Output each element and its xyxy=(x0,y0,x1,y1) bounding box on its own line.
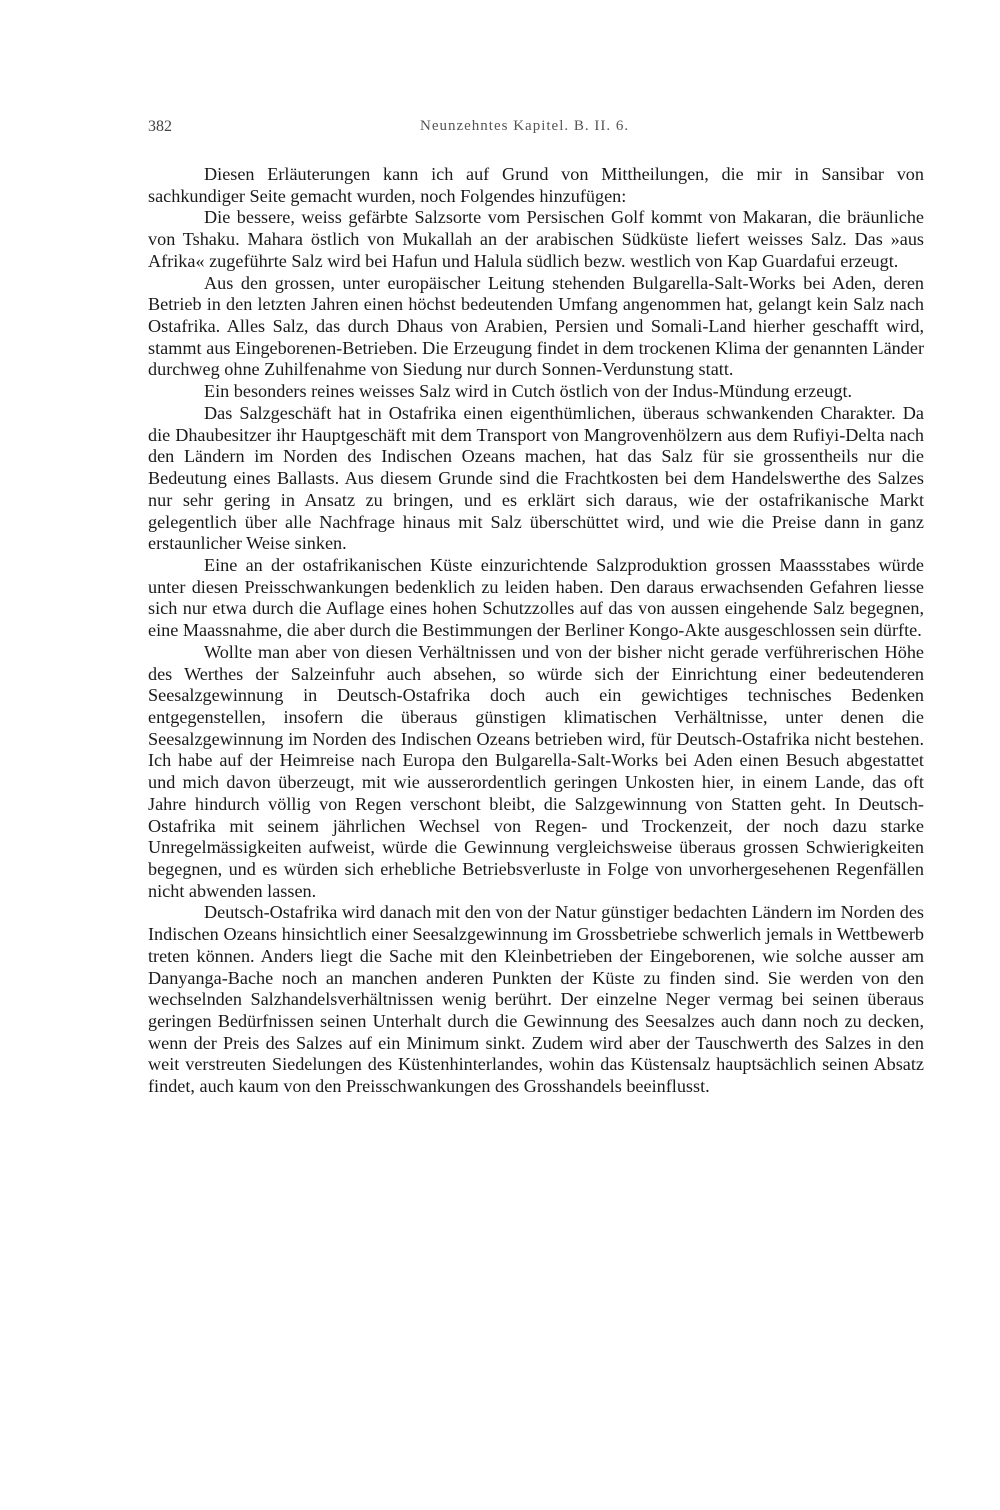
paragraph: Die bessere, weiss gefärbte Salzsorte vom Persischen Golf kommt von Makaran, die bräunliche von Tshaku. Mahara östlich von Mukallah an der arabischen Südküste liefert weisses Salz. Das »aus Afrika« zugeführte Salz wird bei Hafun und Halula südlich bezw. westlich von Kap Guardafui erzeugt. xyxy=(148,207,924,271)
running-head xyxy=(148,118,924,144)
paragraph: Das Salzgeschäft hat in Ostafrika einen eigenthümlichen, überaus schwankenden Charakter. Da die Dhaubesitzer ihr Hauptgeschäft mit dem Transport von Mangrovenhölzern aus dem Rufiyi-Delta nach den Ländern im Norden des Indischen Ozeans machen, hat das Salz für sie grossentheils nur die Bedeutung eines Ballasts. Aus diesem Grunde sind die Frachtkosten bei dem Handelswerthe des Salzes nur sehr gering in Ansatz zu bringen, und es erklärt sich daraus, wie der ostafrikanische Markt gelegentlich über alle Nachfrage hinaus mit Salz überschüttet wird, und wie die Preise dann in ganz erstaunlicher Weise sinken. xyxy=(148,402,924,554)
paragraph: Wollte man aber von diesen Verhältnissen und von der bisher nicht gerade verführerischen Höhe des Werthes der Salzeinfuhr auch absehen, so würde sich der Einrichtung einer bedeutenderen Seesalzgewinnung in Deutsch-Ostafrika doch auch ein gewichtiges technisches Bedenken entgegenstellen, insofern die überaus günstigen klimatischen Verhältnisse, unter denen die Seesalzgewinnung im Norden des Indischen Ozeans betrieben wird, für Deutsch-Ostafrika nicht bestehen. Ich habe auf der Heimreise nach Europa den Bulgarella-Salt-Works bei Aden einen Besuch abgestattet und mich davon überzeugt, mit wie ausserordentlich geringen Unkosten hier, in einem Lande, das oft Jahre hindurch völlig von Regen verschont bleibt, die Salzgewinnung von Statten geht. In Deutsch-Ostafrika mit seinem jährlichen Wechsel von Regen- und Trockenzeit, der noch dazu starke Unregelmässigkeiten aufweist, würde die Gewinnung vergleichsweise überaus grossen Schwierigkeiten begegnen, und es würden sich erhebliche Betriebsverluste in Folge von unvorhergesehenen Regenfällen nicht abwenden lassen. xyxy=(148,641,924,901)
paragraph: Eine an der ostafrikanischen Küste einzurichtende Salzproduktion grossen Maassstabes würde unter diesen Preisschwankungen bedenklich zu leiden haben. Den daraus erwachsenden Gefahren liesse sich nur etwa durch die Auflage eines hohen Schutzzolles auf das von aussen eingehende Salz begegnen, eine Maassnahme, die aber durch die Bestimmungen der Berliner Kongo-Akte ausgeschlossen sein dürfte. xyxy=(148,554,924,641)
paragraph: Diesen Erläuterungen kann ich auf Grund von Mittheilungen, die mir in Sansibar von sachkundiger Seite gemacht wurden, noch Folgendes hinzufügen: xyxy=(148,164,924,206)
paragraph: Deutsch-Ostafrika wird danach mit den von der Natur günstiger bedachten Ländern im Norden des Indischen Ozeans hinsichtlich einer Seesalzgewinnung im Grossbetriebe schwerlich jemals in Wettbewerb treten können. Anders liegt die Sache mit den Kleinbetrieben der Eingeborenen, wie solche ausser am Danyanga-Bache noch an manchen anderen Punkten der Küste zu finden sind. Sie werden von den wechselnden Salzhandelsverhältnissen wenig berührt. Der einzelne Neger vermag bei seinen überaus geringen Bedürfnissen seinen Unterhalt durch die Gewinnung des Seesalzes auch dann noch zu decken, wenn der Preis des Salzes auf ein Minimum sinkt. Zudem wird aber der Tauschwerth des Salzes in den weit verstreuten Siedelungen des Küstenhinterlandes, wohin das Küstensalz hauptsächlich seinen Absatz findet, auch kaum von den Preisschwankungen des Grosshandels beeinflusst. xyxy=(148,902,924,1097)
page-number: 382 xyxy=(148,118,172,135)
paragraph: Ein besonders reines weisses Salz wird in Cutch östlich von der Indus-Mündung erzeugt. xyxy=(204,381,853,402)
book-page xyxy=(148,118,924,1098)
paragraph: Aus den grossen, unter europäischer Leitung stehenden Bulgarella-Salt-Works bei Aden, deren Betrieb in den letzten Jahren einen höchst bedeutenden Umfang angenommen hat, gelangt kein Salz nach Ostafrika. Alles Salz, das durch Dhaus von Arabien, Persien und Somali-Land hierher geschafft wird, stammt aus Eingeborenen-Betrieben. Die Erzeugung findet in dem trockenen Klima der genannten Länder durchweg ohne Zuhilfenahme von Siedung nur durch Sonnen-Verdunstung statt. xyxy=(148,272,924,380)
body-text xyxy=(148,164,924,1098)
running-title: Neunzehntes Kapitel. B. II. 6. xyxy=(420,118,630,134)
